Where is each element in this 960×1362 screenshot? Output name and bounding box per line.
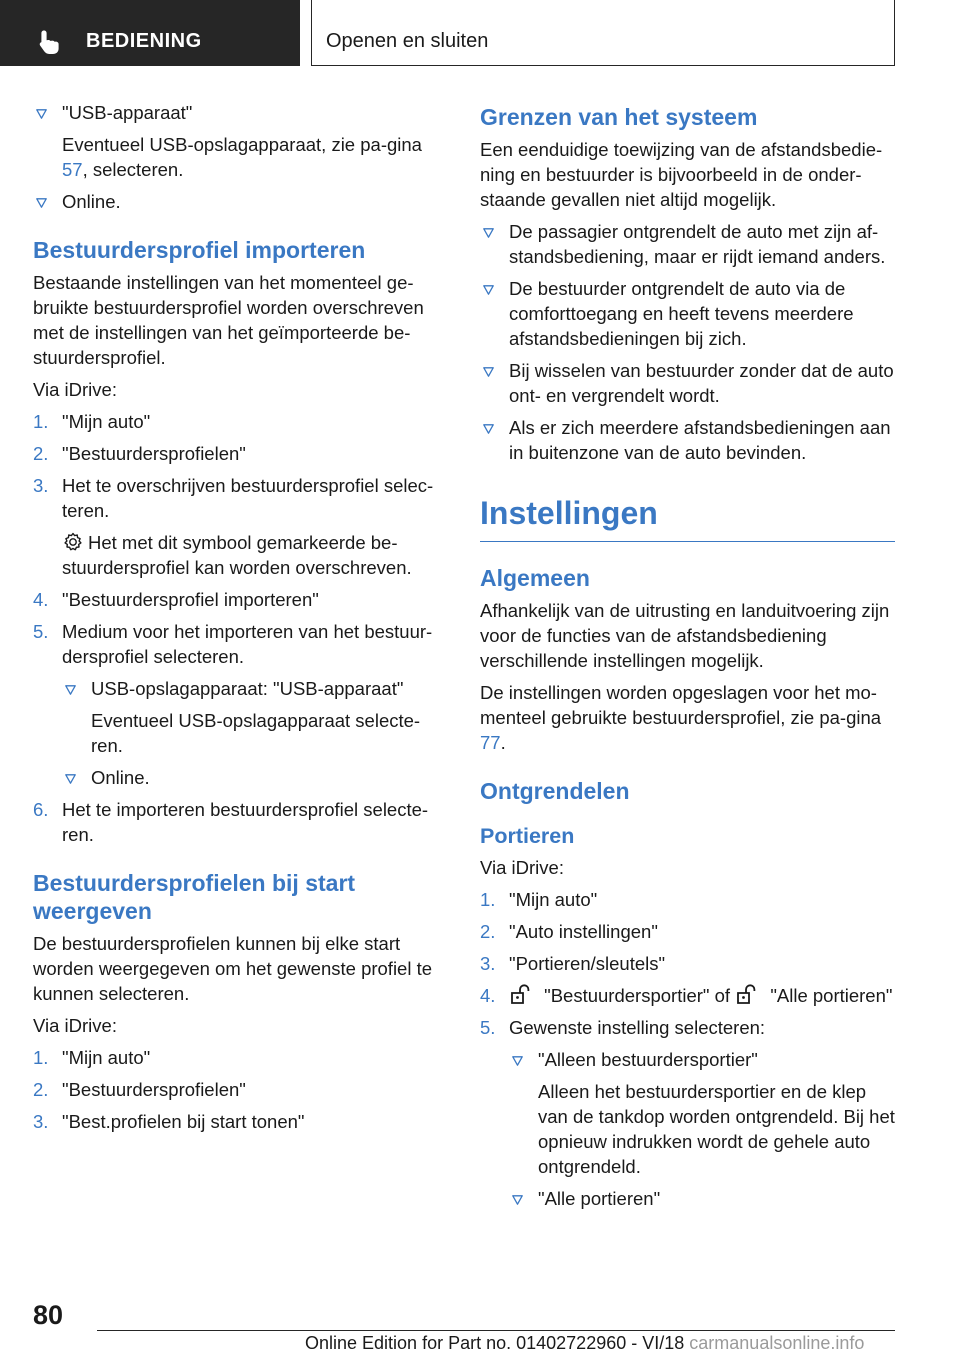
chapter-heading-settings: Instellingen <box>480 493 895 542</box>
list-item <box>33 100 448 125</box>
step-item <box>33 441 448 466</box>
sub-list-item <box>33 676 448 701</box>
step-item <box>33 1077 448 1102</box>
watermark: carmanualsonline.info <box>689 1333 865 1353</box>
step-number: 4. <box>480 985 496 1006</box>
list-item <box>480 415 895 465</box>
step-number: 3. <box>33 475 49 496</box>
step-number: 2. <box>33 443 49 464</box>
triangle-bullet-icon <box>65 774 76 784</box>
step-text: "Bestuurdersprofielen" <box>62 1079 246 1100</box>
step-item <box>480 919 895 944</box>
step-item <box>33 797 448 847</box>
step-number: 2. <box>33 1079 49 1100</box>
step-text: "Mijn auto" <box>62 411 151 432</box>
step-text: "Auto instellingen" <box>509 921 658 942</box>
step-number: 4. <box>33 589 49 610</box>
step-text: "Alle portieren" <box>770 985 893 1006</box>
sub-list-detail: Eventueel USB-opslagapparaat selecte-ren. <box>91 710 421 756</box>
paragraph: De bestuurdersprofielen kunnen bij elke start worden weergegeven om het gewenste profiel te kunnen selecteren. <box>33 933 433 1004</box>
step-text: "Mijn auto" <box>509 889 598 910</box>
page-header <box>0 0 960 66</box>
step-note <box>33 530 448 580</box>
via-idrive: Via iDrive: <box>480 857 564 878</box>
step-text: Medium voor het importeren van het bestuur-dersprofiel selecteren. <box>62 621 433 667</box>
footer-edition <box>305 1333 864 1354</box>
sub-list-text: "Alleen bestuurdersportier" <box>538 1049 758 1070</box>
step-number: 1. <box>33 1047 49 1068</box>
list-item <box>480 276 895 351</box>
paragraph: Bestaande instellingen van het momenteel ge-bruikte bestuurdersprofiel worden overschreven met de instellingen van het geïmporteerde be-stuurdersprofiel. <box>33 272 424 368</box>
step-item <box>33 1109 448 1134</box>
section-heading-limits: Grenzen van het systeem <box>480 104 758 130</box>
list-item-text: Online. <box>62 191 121 212</box>
chapter-title-box <box>311 0 895 66</box>
step-text: "Best.profielen bij start tonen" <box>62 1111 305 1132</box>
subsection-heading-doors: Portieren <box>480 824 575 848</box>
section-heading-import: Bestuurdersprofiel importeren <box>33 237 366 263</box>
sub-list-text: USB-opslagapparaat: "USB-apparaat" <box>91 678 404 699</box>
step-text: Het te importeren bestuurdersprofiel selecte-ren. <box>62 799 429 845</box>
step-note-text: Het met dit symbool gemarkeerde be-stuurdersprofiel kan worden overschreven. <box>62 532 412 578</box>
sub-list-item <box>480 1047 895 1072</box>
sub-list-item <box>33 765 448 790</box>
paragraph: Een eenduidige toewijzing van de afstandsbedie-ning en bestuurder is bijvoorbeeld in de onder-staande gevallen niet altijd mogelijk. <box>480 139 883 210</box>
step-item <box>480 887 895 912</box>
list-item <box>480 358 895 408</box>
triangle-bullet-icon <box>36 198 47 208</box>
list-item-detail <box>33 132 448 182</box>
sub-list-text: "Alle portieren" <box>538 1188 661 1209</box>
step-item <box>33 473 448 523</box>
list-item <box>480 219 895 269</box>
step-text: "Bestuurdersprofielen" <box>62 443 246 464</box>
triangle-bullet-icon <box>483 228 494 238</box>
step-number: 1. <box>33 411 49 432</box>
sub-list-detail: Alleen het bestuurdersportier en de klep van de tankdop worden ontgrendeld. Bij het opnieuw indrukken wordt de gehele auto ontgrendeld. <box>538 1081 895 1177</box>
unlock-driver-door-icon <box>509 984 535 1006</box>
step-text: Het te overschrijven bestuurdersprofiel selec-teren. <box>62 475 434 521</box>
step-number: 5. <box>33 621 49 642</box>
pointing-hand-icon <box>38 29 64 55</box>
paragraph-tail: . <box>500 732 506 753</box>
step-item <box>480 951 895 976</box>
list-item-text: Bij wisselen van bestuurder zonder dat de auto ont- en vergrendelt wordt. <box>509 360 894 406</box>
section-heading-unlock: Ontgrendelen <box>480 778 630 804</box>
detail-tail: , selecteren. <box>82 159 184 180</box>
page-number: 80 <box>33 1300 64 1330</box>
list-item-text: De bestuurder ontgrendelt de auto via de comforttoegang en heeft tevens meerdere afstandsbedieningen bij zich. <box>509 278 854 349</box>
edition-text: Online Edition for Part no. 01402722960 - VI/18 <box>305 1333 685 1353</box>
step-number: 3. <box>480 953 496 974</box>
chapter-title: Openen en sluiten <box>326 30 489 52</box>
right-column <box>480 100 895 1218</box>
list-item-text: De passagier ontgrendelt de auto met zijn af-standsbediening, maar er rijdt iemand anders. <box>509 221 886 267</box>
paragraph-text: De instellingen worden opgeslagen voor het mo-menteel gebruikte bestuurdersprofiel, zie pa-gina <box>480 682 882 728</box>
page-link-57[interactable]: 57 <box>62 159 83 180</box>
triangle-bullet-icon <box>483 285 494 295</box>
unlock-all-doors-icon <box>735 984 761 1006</box>
footer-divider <box>97 1330 895 1331</box>
triangle-bullet-icon <box>483 424 494 434</box>
step-item <box>480 1015 895 1040</box>
section-heading-general: Algemeen <box>480 565 590 591</box>
list-item-text: "USB-apparaat" <box>62 102 193 123</box>
paragraph <box>480 680 895 755</box>
section-tab <box>0 0 300 66</box>
triangle-bullet-icon <box>512 1056 523 1066</box>
step-item <box>33 409 448 434</box>
paragraph: Afhankelijk van de uitrusting en landuitvoering zijn voor de functies van de afstandsbediening verschillende instellingen mogelijk. <box>480 600 890 671</box>
detail-text: Eventueel USB-opslagapparaat, zie pa-gina <box>62 134 422 155</box>
via-idrive: Via iDrive: <box>33 1015 117 1036</box>
sub-list-item <box>480 1186 895 1211</box>
sub-list-text: Online. <box>91 767 150 788</box>
step-text: Gewenste instelling selecteren: <box>509 1017 766 1038</box>
triangle-bullet-icon <box>512 1195 523 1205</box>
step-number: 3. <box>33 1111 49 1132</box>
step-item <box>480 983 895 1008</box>
step-number: 6. <box>33 799 49 820</box>
step-number: 5. <box>480 1017 496 1038</box>
list-item-text: Als er zich meerdere afstandsbedieningen aan in buitenzone van de auto bevinden. <box>509 417 891 463</box>
step-text: "Mijn auto" <box>62 1047 151 1068</box>
step-number: 2. <box>480 921 496 942</box>
triangle-bullet-icon <box>483 367 494 377</box>
step-text: "Bestuurdersprofiel importeren" <box>62 589 319 610</box>
step-item <box>33 1045 448 1070</box>
list-item <box>33 189 448 214</box>
section-label: BEDIENING <box>86 30 202 52</box>
section-heading-start: Bestuurdersprofielen bij start weergeven <box>33 870 356 924</box>
gear-icon <box>62 531 84 553</box>
via-idrive: Via iDrive: <box>33 379 117 400</box>
step-text: "Portieren/sleutels" <box>509 953 666 974</box>
step-number: 1. <box>480 889 496 910</box>
left-column <box>33 100 448 1141</box>
step-text: "Bestuurdersportier" of <box>544 985 731 1006</box>
step-item <box>33 587 448 612</box>
step-item <box>33 619 448 669</box>
page-link-77[interactable]: 77 <box>480 732 501 753</box>
triangle-bullet-icon <box>36 109 47 119</box>
triangle-bullet-icon <box>65 685 76 695</box>
